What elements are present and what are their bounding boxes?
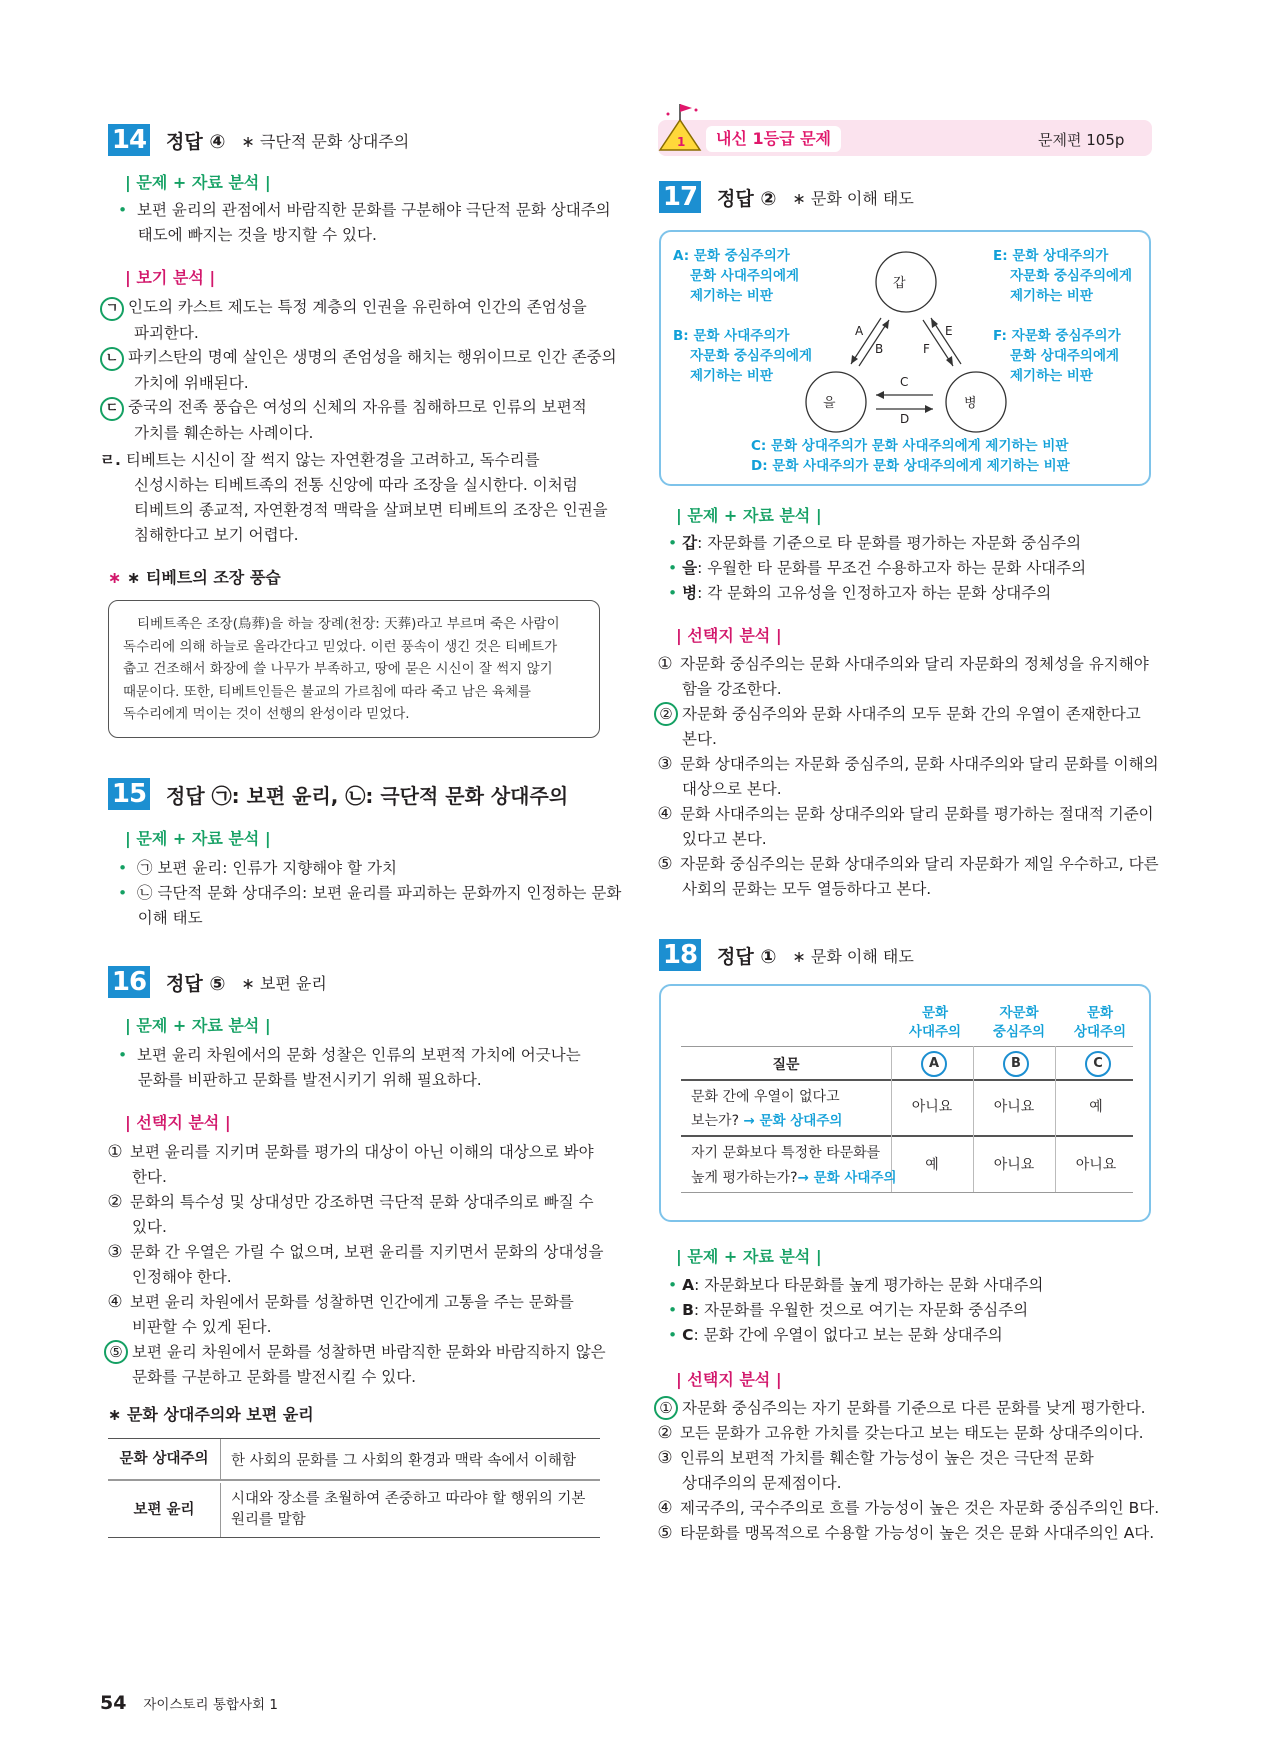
q18-bullet-key: A — [682, 1276, 695, 1294]
q18-number: 18 — [659, 939, 701, 971]
q18-topic: ∗ 문화 이해 태도 — [792, 946, 914, 966]
q16-option-text: 보편 윤리를 지키며 문화를 평가의 대상이 아닌 이해의 대상으로 봐야 — [130, 1143, 594, 1161]
q16-topic: ∗ 보편 윤리 — [241, 973, 327, 993]
arrow-label-f: F — [923, 342, 930, 356]
q15-section-analysis: | 문제 + 자료 분석 | — [125, 829, 271, 848]
q18-cell-r1-c: 예 — [1089, 1099, 1103, 1115]
q17-bullet: • 을: 우월한 타 문화를 무조건 수용하고자 하는 문화 사대주의 — [668, 559, 1087, 577]
q18-option — [654, 1446, 1094, 1496]
q16-section-options: | 선택지 분석 | — [125, 1113, 231, 1132]
q18-bullet: • C: 문화 간에 우열이 없다고 보는 문화 상대주의 — [668, 1326, 1003, 1344]
legend-cd: C: 문화 상대주의가 문화 사대주의에게 제기하는 비판 D: 문화 사대주의가 문화 상대주의에게 제기하는 비판 — [751, 438, 1070, 474]
q16-answer: 정답 ⑤ — [166, 972, 226, 995]
mark-b: B — [1003, 1051, 1029, 1077]
q17-option-text: 문화 사대주의는 문화 상대주의와 달리 문화를 평가하는 절대적 기준이 — [680, 805, 1154, 823]
q18-option-text: 자문화 중심주의는 자기 문화를 기준으로 다른 문화를 낮게 평가한다. — [682, 1399, 1146, 1417]
legend-e: E: 문화 상대주의가 자문화 중심주의에게 제기하는 비판 — [993, 248, 1133, 304]
q18-option-number: ⑤ — [657, 1523, 673, 1543]
q17-bullet: • 갑: 자문화를 기준으로 타 문화를 평가하는 자문화 중심주의 — [668, 534, 1082, 552]
q16-option-text: 문화의 특수성 및 상대성만 강조하면 극단적 문화 상대주의로 빠질 수 — [130, 1193, 594, 1211]
legend-a: A: 문화 중심주의가 문화 사대주의에게 제기하는 비판 — [673, 248, 800, 304]
q16-option — [104, 1340, 606, 1390]
q16-option — [104, 1290, 574, 1340]
q16-compare-table — [108, 1438, 600, 1538]
book-title: 자이스토리 통합사회 1 — [143, 1697, 278, 1713]
q17-option-number: ③ — [657, 754, 673, 774]
mountain-flag-icon — [656, 100, 708, 156]
q14-item-mark: ㄱ — [100, 297, 124, 321]
arrow-label-d: D — [900, 412, 910, 426]
q18-cell-r2-b: 아니요 — [993, 1157, 1035, 1173]
q16-option-text: 문화 간 우열은 가릴 수 없으며, 보편 윤리를 지키면서 문화의 상대성을 — [130, 1243, 604, 1261]
page-footer — [100, 1692, 278, 1714]
q14-item-text-cont: 가치에 위배된다. — [134, 374, 249, 392]
node-byeong: 병 — [964, 396, 977, 411]
mark-a: A — [921, 1051, 947, 1077]
q16-header — [108, 966, 327, 998]
q18-row2-question: 자기 문화보다 특정한 타문화를 높게 평가하는가?→ 문화 사대주의 — [691, 1145, 897, 1186]
q14-note-title: ∗ ∗ 티베트의 조장 풍습 — [108, 568, 281, 587]
q17-option-text-cont: 대상으로 본다. — [682, 780, 782, 798]
q17-topic: ∗ 문화 이해 태도 — [792, 188, 914, 208]
q18-header — [659, 939, 914, 971]
q16-option — [104, 1140, 594, 1190]
compare-row-relativism: 문화 상대주의 한 사회의 문화를 그 사회의 환경과 맥락 속에서 이해함 — [108, 1439, 600, 1480]
legend-b: B: 문화 사대주의가 자문화 중심주의에게 제기하는 비판 — [673, 328, 813, 384]
svg-text:1: 1 — [677, 135, 686, 149]
arrow-label-c: C — [900, 375, 909, 389]
q16-option-text: 보편 윤리 차원에서 문화를 성찰하면 인간에게 고통을 주는 문화를 — [130, 1293, 574, 1311]
q18-bullet-text: : 자문화를 우월한 것으로 여기는 자문화 중심주의 — [693, 1301, 1029, 1319]
q14-section-items: | 보기 분석 | — [125, 268, 216, 287]
q16-option — [104, 1240, 603, 1290]
page-reference: 문제편 105p — [1038, 131, 1125, 149]
q18-row1-question: 문화 간에 우열이 없다고 보는가? → 문화 상대주의 — [691, 1089, 843, 1129]
q16-option-number: ③ — [107, 1242, 123, 1262]
q18-cell-r2-c: 아니요 — [1075, 1157, 1117, 1173]
arrow-label-e: E — [945, 324, 953, 338]
q18-option-text: 타문화를 맹목적으로 수용할 가능성이 높은 것은 문화 사대주의인 A다. — [680, 1524, 1155, 1542]
q14-answer: 정답 ④ — [166, 130, 226, 153]
q17-option-text: 자문화 중심주의와 문화 사대주의 모두 문화 간의 우열이 존재한다고 — [682, 705, 1141, 723]
q14-item-text-cont: 파괴한다. — [134, 324, 199, 342]
q18-section-options: | 선택지 분석 | — [676, 1370, 782, 1389]
q16-option-text: 보편 윤리 차원에서 문화를 성찰하면 바람직한 문화와 바람직하지 않은 — [132, 1343, 606, 1361]
q17-option-number: ② — [654, 702, 678, 726]
q14-item-mark: ㄴ — [100, 347, 124, 371]
q16-option-text-cont: 문화를 구분하고 문화를 발전시킬 수 있다. — [132, 1368, 417, 1386]
q17-option-number: ④ — [657, 804, 673, 824]
q17-option-number: ⑤ — [657, 854, 673, 874]
q18-bullet: • A: 자문화보다 타문화를 높게 평가하는 문화 사대주의 — [668, 1276, 1044, 1294]
arrow-label-a: A — [855, 324, 864, 338]
q18-option-text: 인류의 보편적 가치를 훼손할 가능성이 높은 것은 극단적 문화 — [680, 1449, 1094, 1467]
q16-option-text-cont: 인정해야 한다. — [132, 1268, 232, 1286]
q18-option-text-cont: 상대주의의 문제점이다. — [682, 1474, 842, 1492]
q17-option-text: 자문화 중심주의는 문화 상대주의와 달리 자문화가 제일 우수하고, 다른 — [680, 855, 1159, 873]
level-badge: 내신 1등급 문제 — [706, 126, 841, 152]
q14-item-text: 파키스탄의 명예 살인은 생명의 존엄성을 해치는 행위이므로 인간 존중의 — [128, 348, 617, 366]
q17-answer: 정답 ② — [717, 187, 777, 210]
q17-bullet-text: : 각 문화의 고유성을 인정하고자 하는 문화 상대주의 — [697, 584, 1052, 602]
q17-option — [654, 852, 1159, 902]
q17-number: 17 — [659, 181, 701, 213]
q18-bullet-key: B — [682, 1301, 694, 1319]
q16-number: 16 — [108, 966, 150, 998]
legend-f: F: 자문화 중심주의가 문화 상대주의에게 제기하는 비판 — [993, 328, 1121, 384]
q17-bullet-key: 갑 — [682, 534, 698, 552]
q18-bullet-text: : 자문화보다 타문화를 높게 평가하는 문화 사대주의 — [694, 1276, 1044, 1294]
q18-option — [654, 1521, 1154, 1546]
q17-option — [654, 752, 1159, 802]
q17-option-number: ① — [657, 654, 673, 674]
arrow-label-b: B — [875, 342, 884, 356]
q17-bullet: • 병: 각 문화의 고유성을 인정하고자 하는 문화 상대주의 — [668, 584, 1052, 602]
q18-cell-r1-b: 아니요 — [993, 1099, 1035, 1115]
q16-note-title: ∗ 문화 상대주의와 보편 윤리 — [108, 1405, 314, 1424]
q17-option-text-cont: 있다고 본다. — [682, 830, 767, 848]
q16-section-analysis: | 문제 + 자료 분석 | — [125, 1016, 271, 1035]
q17-option — [654, 802, 1154, 852]
node-eul: 을 — [823, 396, 836, 411]
mark-c: C — [1085, 1051, 1111, 1077]
q16-option — [104, 1190, 594, 1240]
q17-section-options: | 선택지 분석 | — [676, 626, 782, 645]
q14-note-box: 티베트족은 조장(鳥葬)을 하늘 장례(천장: 天葬)라고 부르며 죽은 사람이 독수리에 의해 하늘로 올라간다고 믿었다. 이런 풍속이 생긴 것은 티베트가 춥고 건조해서 화장에 쓸 나무가 부족하고, 땅에 묻은 시신이 잘 썩지 않기 때문이다. 또한, 티베트인들은 불교의 가르침에 따라 죽고 남은 육체를 독수리에게 먹이는 것이 선행의 완성이라 믿었다. — [108, 600, 600, 738]
q17-option-text: 자문화 중심주의는 문화 사대주의와 달리 자문화의 정체성을 유지해야 — [680, 655, 1149, 673]
q14-item-text: 인도의 카스트 제도는 특정 계층의 인권을 유린하여 인간의 존엄성을 — [128, 298, 587, 316]
q17-section-analysis: | 문제 + 자료 분석 | — [676, 506, 822, 525]
q17-bullet-text: : 우월한 타 문화를 무조건 수용하고자 하는 문화 사대주의 — [697, 559, 1087, 577]
q18-option-text: 제국주의, 국수주의로 흐를 가능성이 높은 것은 자문화 중심주의인 B다. — [680, 1499, 1160, 1517]
q14-item — [100, 295, 587, 346]
col-head-sadae: 문화 사대주의 — [908, 1005, 962, 1040]
q18-option — [654, 1396, 1146, 1421]
q17-bullet-text: : 자문화를 기준으로 타 문화를 평가하는 자문화 중심주의 — [697, 534, 1082, 552]
node-gap: 갑 — [893, 276, 906, 291]
q18-table-box — [659, 984, 1151, 1222]
q17-bullet-key: 병 — [682, 584, 698, 602]
q17-diagram-box — [659, 230, 1151, 486]
q14-item-text-cont: 가치를 훼손하는 사례이다. — [134, 424, 314, 442]
col-head-question: 질문 — [772, 1057, 800, 1073]
q17-option-text-cont: 함을 강조한다. — [682, 680, 782, 698]
q17-option-text-cont: 사회의 문화는 모두 열등하다고 본다. — [682, 880, 932, 898]
q18-section-analysis: | 문제 + 자료 분석 | — [676, 1247, 822, 1266]
q14-item — [100, 395, 587, 446]
q18-bullet: • B: 자문화를 우월한 것으로 여기는 자문화 중심주의 — [668, 1301, 1029, 1319]
q14-item-text: 중국의 전족 풍습은 여성의 신체의 자유를 침해하므로 인류의 보편적 — [128, 398, 587, 416]
q14-section-analysis: | 문제 + 자료 분석 | — [125, 173, 271, 192]
q15-answer: 정답 ㉠: 보편 윤리, ㉡: 극단적 문화 상대주의 — [166, 783, 569, 808]
q14-bullet1: • 보편 윤리의 관점에서 바람직한 문화를 구분해야 극단적 문화 상대주의 태도에 빠지는 것을 방지할 수 있다. — [118, 201, 611, 244]
q16-option-number: ⑤ — [104, 1340, 128, 1364]
compare-row-universal-ethics: 보편 윤리 시대와 장소를 초월하여 존중하고 따라야 할 행위의 기본 원리를 말함 — [108, 1483, 600, 1538]
q18-option-number: ① — [654, 1396, 678, 1420]
q18-option-number: ③ — [657, 1448, 673, 1468]
q16-option-text-cont: 있다. — [132, 1218, 167, 1236]
q16-option-text-cont: 한다. — [132, 1168, 167, 1186]
q18-option-number: ② — [657, 1423, 673, 1443]
q17-option — [654, 652, 1149, 702]
q18-cell-r1-a: 아니요 — [911, 1099, 953, 1115]
q18-option-text: 모든 문화가 고유한 가치를 갖는다고 보는 태도는 문화 상대주의이다. — [680, 1424, 1144, 1442]
q18-option — [654, 1496, 1159, 1521]
q17-bullet-key: 을 — [682, 559, 698, 577]
q17-option-text: 문화 상대주의는 자문화 중심주의, 문화 사대주의와 달리 문화를 이해의 — [680, 755, 1159, 773]
q18-option-number: ④ — [657, 1498, 673, 1518]
q14-item — [100, 345, 617, 396]
q15-number: 15 — [108, 778, 150, 810]
q14-header — [108, 124, 409, 156]
page-number: 54 — [100, 1692, 127, 1714]
col-head-relativism: 문화 상대주의 — [1073, 1005, 1127, 1040]
q18-cell-r2-a: 예 — [925, 1157, 939, 1173]
q16-option-text-cont: 비판할 수 있게 된다. — [132, 1318, 272, 1336]
q18-option — [654, 1421, 1144, 1446]
q16-option-number: ② — [107, 1192, 123, 1212]
q15-header — [108, 778, 568, 810]
q16-option-number: ④ — [107, 1292, 123, 1312]
col-head-ethnocentrism: 자문화 중심주의 — [992, 1005, 1046, 1040]
q16-bullet1: • 보편 윤리 차원에서의 문화 성찰은 인류의 보편적 가치에 어긋나는 문화를 비판하고 문화를 발전시키기 위해 필요하다. — [118, 1046, 581, 1089]
q14-topic: ∗ 극단적 문화 상대주의 — [241, 131, 410, 151]
q18-bullet-text: : 문화 간에 우열이 없다고 보는 문화 상대주의 — [693, 1326, 1003, 1344]
q18-bullet-key: C — [682, 1326, 694, 1344]
q16-option-number: ① — [107, 1142, 123, 1162]
q17-option-text-cont: 본다. — [682, 730, 717, 748]
q14-number: 14 — [108, 124, 150, 156]
q15-bullets: • ㉠ 보편 윤리: 인류가 지향해야 할 가치 • ㉡ 극단적 문화 상대주의: 보편 윤리를 파괴하는 문화까지 인정하는 문화 이해 태도 — [118, 859, 622, 927]
q17-option — [654, 702, 1141, 752]
q17-header — [659, 181, 914, 213]
q14-item4: ㄹ. 티베트는 시신이 잘 썩지 않는 자연환경을 고려하고, 독수리를 신성시하는 티베트족의 전통 신앙에 따라 조장을 실시한다. 이처럼 티베트의 종교적, 자연환경적 맥락을 살펴보면 티베트의 조장은 인권을 침해한다고 보기 어렵다. — [100, 451, 608, 544]
q14-item-mark: ㄷ — [100, 397, 124, 421]
q18-answer: 정답 ① — [717, 945, 777, 968]
